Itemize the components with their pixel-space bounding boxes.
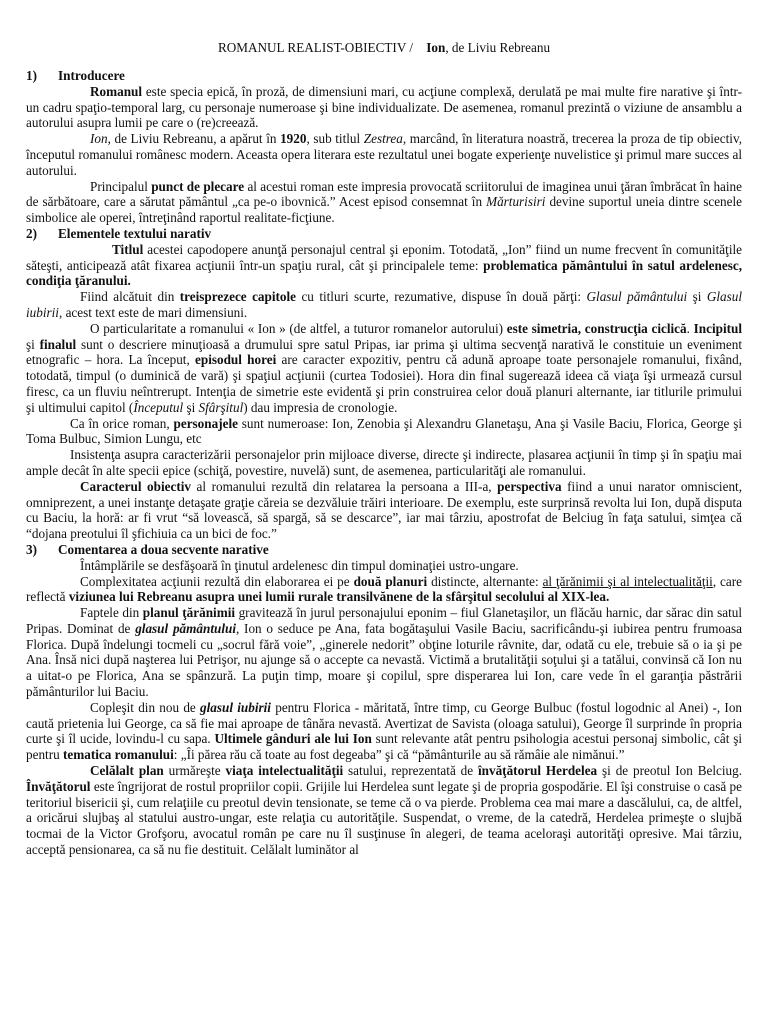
title-work: Ion: [426, 40, 446, 55]
paragraph-simetrie: O particularitate a romanului « Ion » (de altfel, a tuturor romanelor autorului) este simetria, construcţia ciclică. Incipitul şi finalul sunt o descriere minuţioasă a drumului spre satul Pripas, iar prima şi ultima secvenţă narativă le constituie un eveniment etnografic – hora. La început, episodul horei are caracter expozitiv, pentru că adună aproape toate personajele romanului, fixând, totodată, timpul (o duminică de vară) şi spaţiul acţiunii (curtea Todosiei). Hora din final sugerează ideea că viaţa îşi urmează cursul firesc, ca un fluviu neîntrerupt. Intenţia de simetrie este evidentă şi prin construirea celor două planuri alternante, iar titlurile primului şi ultimului capitol (Începutul şi Sfârşitul) dau impresia de cronologie.: [26, 320, 743, 415]
section-heading-elemente: 2) Elementele textului narativ: [26, 225, 212, 241]
title-author: , de Liviu Rebreanu: [445, 40, 551, 55]
paragraph-personaje: Ca în orice roman, personajele sunt numeroase: Ion, Zenobia şi Alexandru Glanetaşu, Ana şi Vasile Baciu, Florica, George şi Toma Bulbuc, Simion Lungu, etc: [26, 415, 743, 447]
paragraph-caracter-obiectiv: Caracterul obiectiv al romanului rezultă din relatarea la persoana a III-a, perspectiva fiind a unui narator omniscient, omniprezent, a unei instanţe detaşate graţie căreia se dezvăluie trăiri interioare. De exemplu, este surprinsă revolta lui Ion, după disputa cu Baciu, la horă: ar fi vrut “să lovească, să spargă, să se descarce”, iar mai târziu, apostrofat de Belciug în faţa satului, simţea că “dojana preotului îl şfichiuia ca un bici de foc.”: [26, 478, 742, 542]
section-heading-introducere: 1) Introducere: [26, 68, 125, 83]
paragraph-capitole: Fiind alcătuit din treisprezece capitole cu titluri scurte, rezumative, dispuse în două părţi: Glasul pământului şi Glasul iubirii, acest text este de mari dimensiuni.: [26, 289, 742, 320]
paragraph-intamplari: Întâmplările se desfăşoară în ţinutul ardelenesc din timpul dominaţiei ustro-ungare.: [80, 557, 519, 573]
paragraph-titlul: Titlul acestei capodopere anunţă personajul central şi eponim. Totodată, „Ion” fiind un nume frecvent în comunităţile săteşti, anticipează atât fixarea acţiunii într-un spaţiu rural, cât şi principalele teme: problematica pământului în satul ardelenesc, condiţia ţăranului.: [26, 241, 742, 289]
title-main: ROMANUL REALIST-OBIECTIV /: [217, 40, 414, 55]
paragraph-caracterizare: Insistenţa asupra caracterizării personajelor prin mijloace diverse, directe şi indirecte, plasarea acţiunii în timp şi în spaţiu mai ample decât în alte specii epice (schiţă, povestire, nuvelă) sunt, de asemenea, particularităţi ale romanului.: [26, 447, 742, 478]
paragraph-planul-taranimii: Faptele din planul ţărănimii gravitează în jurul personajului eponim – fiul Glanetaşilor, un flăcău harnic, dar sărac din satul Pripas. Dominat de glasul pământului, Ion o seduce pe Ana, fata bogătaşului Vasile Baciu, sacrificându-şi iubirea pentru frumoasa Florica. După îndelungi tocmeli cu „socrul fără voie”, „ginerele nedorit” obţine loturile râvnite, dar, odată cu ele, trebuie să o ia şi pe Ana. Însă nici după naşterea lui Petrişor, nu ajunge să o accepte ca nevastă. Victimă a brutalităţii soţului şi a tatălui, convinsă că Ion nu a uitat-o pe Florica, Ana se spânzură. La puţin timp, moare şi copilul, spre disperarea lui Ion, care vede în el garanţia păstrării pământurilor lui Baciu.: [26, 605, 742, 700]
document-title: [26, 40, 742, 56]
paragraph-aparitie: Ion, de Liviu Rebreanu, a apărut în 1920, sub titlul Zestrea, marcând, în literatura noastră, trecerea la proza de tip obiectiv, începutul romanului românesc modern. Aceasta opera literara este rezultatul unei bogate experienţe nuvelistice şi primul mare succes al autorului.: [26, 131, 742, 178]
paragraph-definitie-roman: Romanul este specia epică, în proză, de dimensiuni mari, cu acţiune complexă, derulată pe mai multe fire narative şi într-un cadru spaţio-temporal larg, cu personaje numeroase şi bine individualizate. De asemenea, romanul prezintă o viziune de ansamblu a autorului asupra lumii pe care o (re)creează.: [26, 83, 742, 131]
paragraph-glasul-iubirii: Copleşit din nou de glasul iubirii pentru Florica - măritată, între timp, cu George Bulbuc (fostul logodnic al Anei) -, Ion caută prietenia lui George, ca să fie mai aproape de tânăra nevastă. Avertizat de Savista (oloaga satului), George îl surprinde în propria curte şi îl ucide, lovindu-l cu sapa. Ultimele gânduri ale lui Ion sunt relevante atât pentru psihologia acestui personaj simbolic, cât şi pentru tematica romanului: „Îi părea rău că toate au fost degeaba” şi că “pământurile au să rămâie ale nimănui.”: [26, 699, 743, 763]
paragraph-complexitatea: Complexitatea acţiunii rezultă din elaborarea ei pe două planuri distincte, alternante: al ţărănimii şi al intelectualităţii, care reflectă viziunea lui Rebreanu asupra unei lumii rurale transilvănene de la sfârşitul secolului al XIX-lea.: [26, 573, 743, 605]
paragraph-punct-de-plecare: Principalul punct de plecare al acestui roman este impresia provocată scriitorului de imaginea unui ţăran îmbrăcat în haine de sărbătoare, care a sărutat pământul „ca pe-o ibovnică.” Acest episod consemnat în Mărturisiri devine suportul uneia dintre scenele simbolice ale operei, întreţinând raportul realitate-ficţiune.: [26, 178, 743, 226]
section-heading-comentarea: 3) Comentarea a doua secvente narative: [26, 541, 269, 557]
paragraph-celalalt-plan: Celălalt plan urmăreşte viaţa intelectualităţii satului, reprezentată de învăţătorul Herdelea şi de preotul Ion Belciug. Învăţătorul este îngrijorat de rostul propriilor copii. Grijile lui Herdelea sunt legate şi de propria gospodărie. El îşi construise o casă pe teritoriul bisericii şi, cum relaţiile cu preotul devin tensionate, se teme că o va pierde. Problema cea mai mare a dascălului, ca, de altfel, a oricărui slujbaş al statului austro-ungar, este relaţia cu autorităţile. Suspendat, o vreme, de la catedră, Herdelea primeşte o slujbă tocmai de la Victor Grofşoru, avocatul român pe care nu îl susţinuse în alegeri, de teama aceloraşi autorităţi opresive. Mai târziu, acceptă pensionarea, ca să nu fie destituit. Celălalt luminător al: [26, 763, 743, 858]
